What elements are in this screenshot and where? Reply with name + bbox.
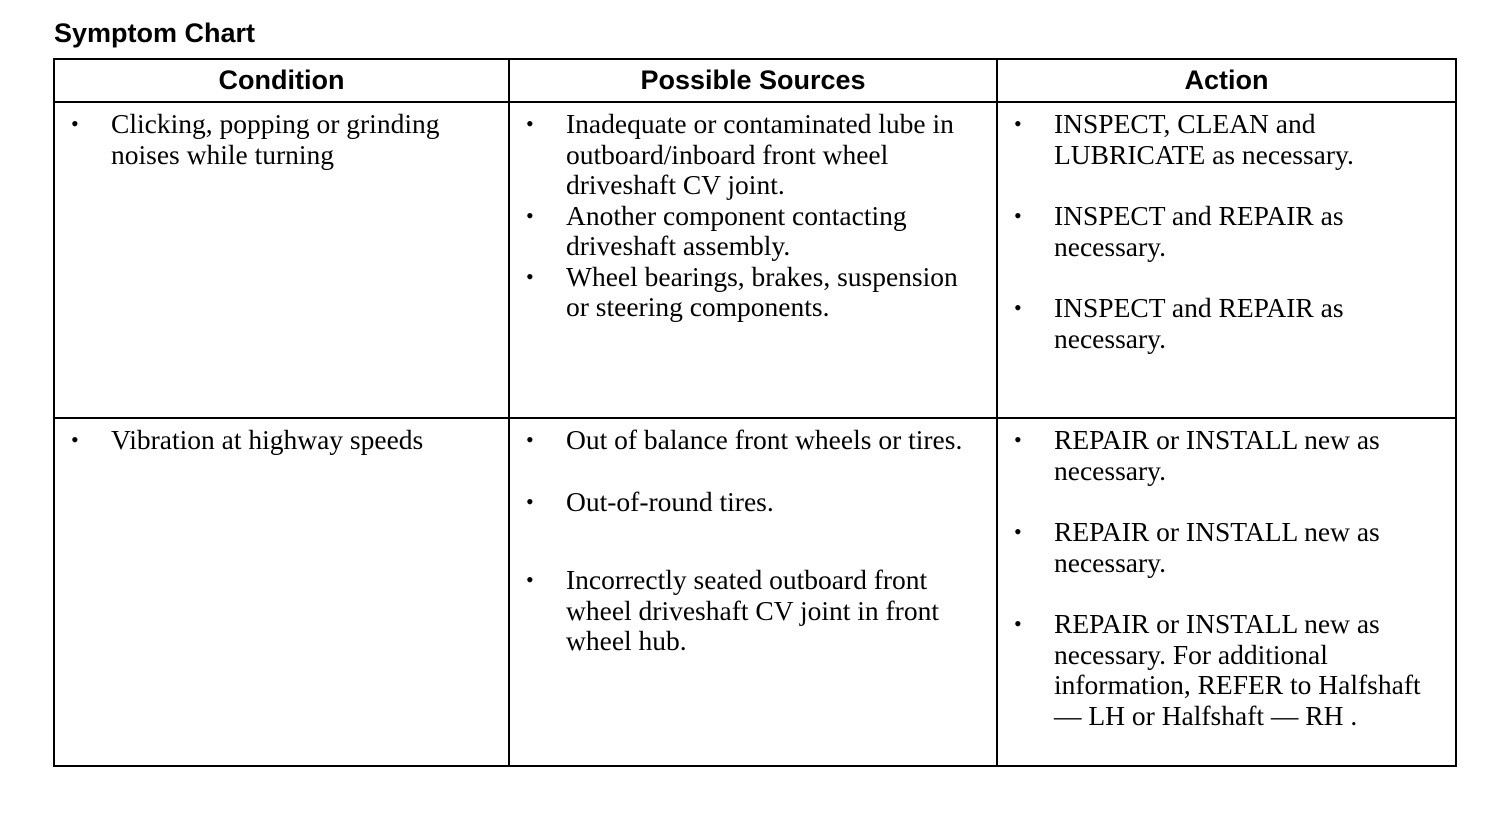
header-possible-sources: Possible Sources — [509, 59, 997, 102]
condition-cell — [54, 418, 509, 766]
sources-cell — [509, 418, 997, 766]
source-item: • Out-of-round tires. — [524, 487, 982, 518]
action-item: • REPAIR or INSTALL new as necessary. — [1012, 517, 1441, 578]
table-row — [54, 102, 1456, 418]
header-action: Action — [997, 59, 1456, 102]
condition-cell — [54, 102, 509, 418]
action-item: • REPAIR or INSTALL new as necessary. — [1012, 425, 1441, 486]
condition-item: • Clicking, popping or grinding noises while turning — [69, 109, 494, 170]
action-item: • INSPECT and REPAIR as necessary. — [1012, 201, 1441, 262]
action-item: • INSPECT, CLEAN and LUBRICATE as necessary. — [1012, 109, 1441, 170]
table-header-row — [54, 59, 1456, 102]
action-cell — [997, 102, 1456, 418]
source-item: • Another component contacting driveshaft assembly. — [524, 201, 982, 262]
table-row — [54, 418, 1456, 766]
source-item: • Incorrectly seated outboard front wheel driveshaft CV joint in front wheel hub. — [524, 565, 982, 657]
action-cell — [997, 418, 1456, 766]
source-item: • Inadequate or contaminated lube in outboard/inboard front wheel driveshaft CV joint. — [524, 109, 982, 201]
source-item: • Out of balance front wheels or tires. — [524, 425, 982, 456]
source-item: • Wheel bearings, brakes, suspension or steering components. — [524, 262, 982, 323]
header-condition: Condition — [54, 59, 509, 102]
chart-title: Symptom Chart — [54, 18, 256, 48]
sources-cell — [509, 102, 997, 418]
action-item: • INSPECT and REPAIR as necessary. — [1012, 293, 1441, 354]
condition-item: • Vibration at highway speeds — [69, 425, 494, 456]
symptom-chart-table — [53, 58, 1457, 767]
action-item: • REPAIR or INSTALL new as necessary. For additional information, REFER to Halfshaft — LH or Halfshaft — RH . — [1012, 609, 1441, 731]
